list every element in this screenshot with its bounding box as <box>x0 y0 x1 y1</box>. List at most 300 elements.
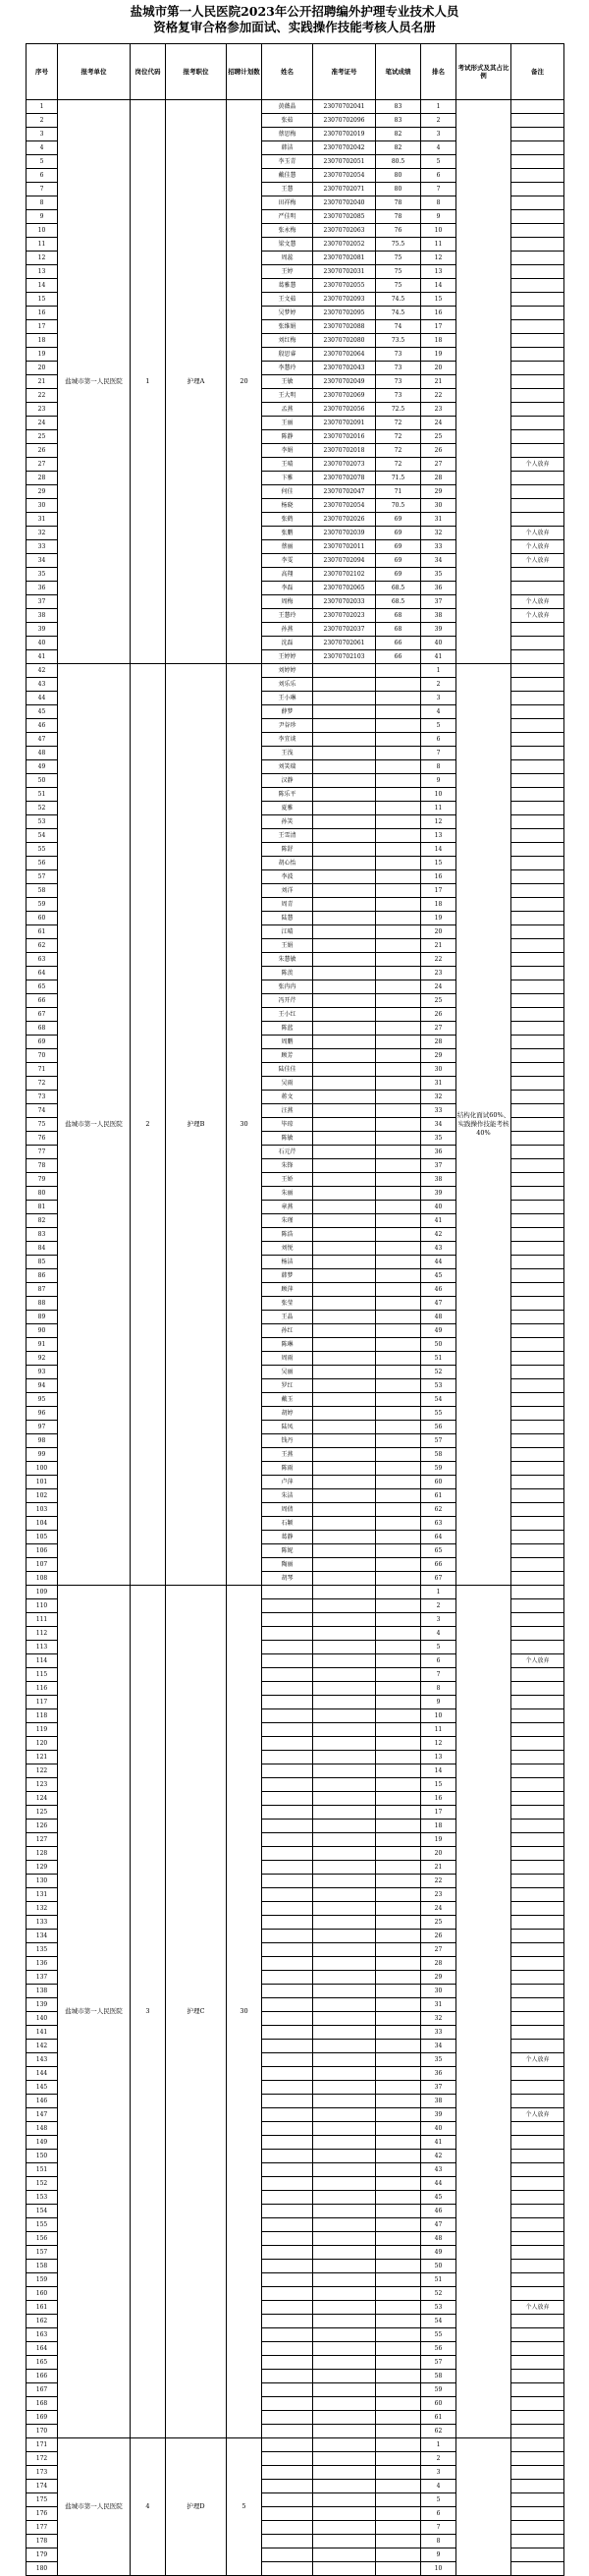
cell-name <box>262 1861 313 1875</box>
cell-seq: 99 <box>27 1448 58 1462</box>
cell-score <box>376 2150 421 2163</box>
cell-exam-number: 23070702052 <box>313 238 376 252</box>
cell-exam-number <box>313 1572 376 1586</box>
cell-remark <box>511 2026 564 2040</box>
cell-score <box>376 1668 421 1682</box>
cell-score <box>376 1709 421 1723</box>
cell-exam-number <box>313 1352 376 1366</box>
cell-rank: 6 <box>421 169 456 183</box>
cell-rank: 36 <box>421 1146 456 1159</box>
cell-rank: 29 <box>421 1971 456 1985</box>
cell-remark <box>511 912 564 925</box>
cell-rank: 27 <box>421 458 456 472</box>
cell-exam-number <box>313 774 376 788</box>
cell-exam-number <box>313 1338 376 1352</box>
cell-name <box>262 2535 313 2548</box>
cell-seq: 49 <box>27 760 58 774</box>
cell-remark <box>511 238 564 252</box>
cell-score <box>376 1091 421 1104</box>
cell-score: 80.5 <box>376 155 421 169</box>
cell-score <box>376 1627 421 1641</box>
cell-exam-number <box>313 2081 376 2095</box>
cell-score: 82 <box>376 128 421 141</box>
cell-remark <box>511 1421 564 1434</box>
cell-seq: 90 <box>27 1324 58 1338</box>
cell-seq: 19 <box>27 348 58 362</box>
cell-rank: 36 <box>421 2067 456 2081</box>
cell-name <box>262 1985 313 1998</box>
cell-rank: 14 <box>421 279 456 293</box>
cell-exam-number <box>313 1723 376 1737</box>
column-header: 排名 <box>421 44 456 100</box>
cell-remark <box>511 678 564 692</box>
cell-rank: 42 <box>421 1228 456 1242</box>
cell-score <box>376 1008 421 1022</box>
cell-score <box>376 843 421 857</box>
cell-name <box>262 1806 313 1820</box>
cell-rank: 9 <box>421 774 456 788</box>
cell-seq: 71 <box>27 1063 58 1077</box>
cell-remark <box>511 1709 564 1723</box>
cell-exam-number <box>313 1888 376 1902</box>
cell-remark <box>511 1049 564 1063</box>
cell-rank: 30 <box>421 499 456 513</box>
cell-name: 葛静 <box>262 1531 313 1544</box>
cell-name: 李慧玲 <box>262 362 313 375</box>
cell-seq: 28 <box>27 472 58 485</box>
cell-rank: 59 <box>421 1462 456 1476</box>
cell-remark <box>511 582 564 595</box>
cell-seq: 43 <box>27 678 58 692</box>
cell-seq: 126 <box>27 1820 58 1833</box>
cell-score <box>376 774 421 788</box>
cell-exam-number <box>313 1036 376 1049</box>
cell-name <box>262 1682 313 1696</box>
column-header: 序号 <box>27 44 58 100</box>
cell-seq: 7 <box>27 183 58 196</box>
cell-exam-number <box>313 2521 376 2535</box>
cell-rank: 13 <box>421 265 456 279</box>
cell-rank: 38 <box>421 1173 456 1187</box>
cell-exam-number: 23070702094 <box>313 554 376 568</box>
cell-seq: 51 <box>27 788 58 802</box>
cell-score <box>376 1036 421 1049</box>
cell-score <box>376 2287 421 2301</box>
cell-rank: 15 <box>421 293 456 307</box>
cell-exam-number: 23070702056 <box>313 403 376 417</box>
cell-score <box>376 1146 421 1159</box>
cell-plan: 30 <box>227 664 262 1586</box>
cell-score: 69 <box>376 554 421 568</box>
cell-name: 张鹏 <box>262 527 313 540</box>
cell-score: 80 <box>376 183 421 196</box>
cell-code: 2 <box>131 664 166 1586</box>
cell-remark <box>511 293 564 307</box>
cell-rank: 58 <box>421 1448 456 1462</box>
cell-score <box>376 1407 421 1421</box>
cell-score <box>376 1778 421 1792</box>
cell-seq: 18 <box>27 334 58 348</box>
cell-remark <box>511 1902 564 1916</box>
cell-exam-number <box>313 1902 376 1916</box>
cell-name <box>262 2480 313 2493</box>
cell-score <box>376 2040 421 2053</box>
column-header: 笔试成绩 <box>376 44 421 100</box>
cell-name <box>262 2507 313 2521</box>
cell-score: 75 <box>376 265 421 279</box>
cell-remark <box>511 1242 564 1256</box>
cell-rank: 2 <box>421 678 456 692</box>
cell-seq: 60 <box>27 912 58 925</box>
cell-exam-number <box>313 1201 376 1214</box>
cell-remark <box>511 1214 564 1228</box>
cell-seq: 80 <box>27 1187 58 1201</box>
cell-remark <box>511 568 564 582</box>
cell-seq: 81 <box>27 1201 58 1214</box>
cell-score: 72 <box>376 417 421 430</box>
cell-name: 陈羡 <box>262 967 313 980</box>
cell-exam-number <box>313 2246 376 2260</box>
cell-remark <box>511 2328 564 2342</box>
cell-seq: 25 <box>27 430 58 444</box>
cell-remark <box>511 637 564 650</box>
cell-remark <box>511 1503 564 1517</box>
cell-score <box>376 2328 421 2342</box>
cell-name: 薛梦 <box>262 705 313 719</box>
cell-name: 陈雨 <box>262 1462 313 1476</box>
cell-exam-number <box>313 815 376 829</box>
cell-exam-number <box>313 1503 376 1517</box>
cell-exam-number <box>313 2191 376 2205</box>
cell-score: 71 <box>376 485 421 499</box>
cell-name <box>262 1709 313 1723</box>
cell-exam-number: 23070702064 <box>313 348 376 362</box>
column-header: 准考证号 <box>313 44 376 100</box>
cell-remark <box>511 1077 564 1091</box>
cell-name: 李波 <box>262 870 313 884</box>
cell-rank: 63 <box>421 1517 456 1531</box>
cell-rank: 53 <box>421 2301 456 2315</box>
cell-rank: 43 <box>421 2163 456 2177</box>
cell-remark <box>511 623 564 637</box>
cell-exam-number: 23070702088 <box>313 320 376 334</box>
cell-name: 王丽 <box>262 417 313 430</box>
cell-score <box>376 898 421 912</box>
cell-remark <box>511 430 564 444</box>
cell-remark <box>511 2150 564 2163</box>
cell-remark <box>511 1407 564 1421</box>
cell-name: 陆慧 <box>262 912 313 925</box>
cell-score <box>376 1641 421 1654</box>
cell-exam-number <box>313 1764 376 1778</box>
cell-seq: 157 <box>27 2246 58 2260</box>
cell-remark <box>511 2273 564 2287</box>
cell-exam-number: 23070702043 <box>313 362 376 375</box>
cell-seq: 142 <box>27 2040 58 2053</box>
cell-exam-number <box>313 2232 376 2246</box>
cell-rank: 8 <box>421 196 456 210</box>
cell-remark <box>511 403 564 417</box>
cell-rank: 19 <box>421 348 456 362</box>
cell-exam-number <box>313 1379 376 1393</box>
cell-remark <box>511 1572 564 1586</box>
cell-seq: 144 <box>27 2067 58 2081</box>
cell-exam-number <box>313 1022 376 1036</box>
cell-score <box>376 1751 421 1764</box>
cell-remark <box>511 1201 564 1214</box>
cell-seq: 61 <box>27 925 58 939</box>
cell-exam-number <box>313 733 376 747</box>
cell-score <box>376 2356 421 2370</box>
cell-name: 朱丽 <box>262 1187 313 1201</box>
cell-score <box>376 747 421 760</box>
cell-rank: 17 <box>421 320 456 334</box>
cell-rank: 49 <box>421 2246 456 2260</box>
cell-exam-number: 23070702069 <box>313 389 376 403</box>
cell-rank: 43 <box>421 1242 456 1256</box>
cell-seq: 72 <box>27 1077 58 1091</box>
cell-seq: 171 <box>27 2438 58 2452</box>
cell-name: 陈敏 <box>262 1132 313 1146</box>
cell-name: 李娟 <box>262 444 313 458</box>
cell-exam-number <box>313 1448 376 1462</box>
cell-score <box>376 1462 421 1476</box>
cell-exam-number <box>313 925 376 939</box>
cell-exam-number <box>313 994 376 1008</box>
cell-name <box>262 1599 313 1613</box>
cell-rank: 32 <box>421 527 456 540</box>
cell-seq: 139 <box>27 1998 58 2012</box>
cell-seq: 85 <box>27 1256 58 1269</box>
cell-rank: 28 <box>421 1957 456 1971</box>
cell-rank: 64 <box>421 1531 456 1544</box>
cell-exam-number: 23070702061 <box>313 637 376 650</box>
cell-rank: 27 <box>421 1943 456 1957</box>
cell-rank: 13 <box>421 1751 456 1764</box>
cell-exam-number: 23070702039 <box>313 527 376 540</box>
cell-rank: 15 <box>421 857 456 870</box>
cell-seq: 125 <box>27 1806 58 1820</box>
cell-seq: 135 <box>27 1943 58 1957</box>
cell-name: 陈妮 <box>262 1544 313 1558</box>
cell-seq: 176 <box>27 2507 58 2521</box>
cell-exam-number <box>313 1599 376 1613</box>
cell-exam-number <box>313 2122 376 2136</box>
cell-name: 王晶 <box>262 1311 313 1324</box>
cell-rank: 36 <box>421 582 456 595</box>
cell-exam-number <box>313 1132 376 1146</box>
cell-name: 王慧 <box>262 183 313 196</box>
cell-seq: 151 <box>27 2163 58 2177</box>
column-header: 备注 <box>511 44 564 100</box>
cell-score <box>376 733 421 747</box>
cell-exam-number <box>313 1544 376 1558</box>
cell-exam-number <box>313 1366 376 1379</box>
cell-rank: 10 <box>421 224 456 238</box>
cell-name <box>262 1641 313 1654</box>
cell-exam-number: 23070702081 <box>313 252 376 265</box>
cell-score <box>376 1242 421 1256</box>
cell-remark <box>511 2163 564 2177</box>
cell-exam-number <box>313 1118 376 1132</box>
cell-rank: 39 <box>421 623 456 637</box>
cell-rank: 2 <box>421 114 456 128</box>
cell-score <box>376 1998 421 2012</box>
cell-remark <box>511 252 564 265</box>
cell-name: 江晴 <box>262 925 313 939</box>
cell-position: 护理A <box>166 100 227 664</box>
cell-remark <box>511 1544 564 1558</box>
cell-exam-number <box>313 2136 376 2150</box>
cell-exam-number: 23070702023 <box>313 609 376 623</box>
cell-name: 葛雅慧 <box>262 279 313 293</box>
cell-remark <box>511 1916 564 1930</box>
cell-name <box>262 2438 313 2452</box>
cell-rank: 40 <box>421 1201 456 1214</box>
cell-name: 张冉冉 <box>262 980 313 994</box>
cell-name <box>262 2260 313 2273</box>
cell-score: 68.5 <box>376 582 421 595</box>
cell-name: 尹谷珍 <box>262 719 313 733</box>
cell-remark <box>511 925 564 939</box>
cell-remark <box>511 1269 564 1283</box>
cell-score <box>376 1476 421 1489</box>
cell-rank: 25 <box>421 430 456 444</box>
cell-seq: 83 <box>27 1228 58 1242</box>
cell-name: 陈琳 <box>262 1338 313 1352</box>
cell-exam-number <box>313 2466 376 2480</box>
cell-seq: 65 <box>27 980 58 994</box>
cell-seq: 156 <box>27 2232 58 2246</box>
cell-score <box>376 2081 421 2095</box>
cell-score: 69 <box>376 540 421 554</box>
column-header: 姓名 <box>262 44 313 100</box>
cell-seq: 141 <box>27 2026 58 2040</box>
cell-remark <box>511 2067 564 2081</box>
cell-rank: 54 <box>421 1393 456 1407</box>
cell-seq: 97 <box>27 1421 58 1434</box>
cell-seq: 173 <box>27 2466 58 2480</box>
cell-seq: 120 <box>27 1737 58 1751</box>
cell-position: 护理B <box>166 664 227 1586</box>
cell-exam-number <box>313 1916 376 1930</box>
cell-remark <box>511 2246 564 2260</box>
cell-seq: 38 <box>27 609 58 623</box>
cell-name: 李宜谈 <box>262 733 313 747</box>
cell-seq: 148 <box>27 2122 58 2136</box>
cell-rank: 67 <box>421 1572 456 1586</box>
cell-seq: 145 <box>27 2081 58 2095</box>
cell-seq: 169 <box>27 2411 58 2425</box>
cell-seq: 178 <box>27 2535 58 2548</box>
cell-rank: 18 <box>421 1820 456 1833</box>
cell-score <box>376 925 421 939</box>
cell-remark <box>511 1311 564 1324</box>
cell-name <box>262 1696 313 1709</box>
cell-name: 孟燕 <box>262 403 313 417</box>
cell-name <box>262 1998 313 2012</box>
cell-name <box>262 2136 313 2150</box>
cell-rank: 1 <box>421 2438 456 2452</box>
cell-rank: 4 <box>421 2480 456 2493</box>
cell-exam-number <box>313 1998 376 2012</box>
cell-rank: 1 <box>421 664 456 678</box>
cell-name: 刘笑瑞 <box>262 760 313 774</box>
cell-name <box>262 2150 313 2163</box>
cell-remark <box>511 1434 564 1448</box>
cell-rank: 16 <box>421 870 456 884</box>
cell-exam-number <box>313 1517 376 1531</box>
cell-exam-number <box>313 760 376 774</box>
cell-name: 刘悦 <box>262 1242 313 1256</box>
cell-name: 周梅 <box>262 595 313 609</box>
cell-exam-number <box>313 884 376 898</box>
cell-score <box>376 1132 421 1146</box>
cell-score <box>376 2012 421 2026</box>
cell-score <box>376 2067 421 2081</box>
cell-exam-number <box>313 1641 376 1654</box>
cell-seq: 4 <box>27 141 58 155</box>
cell-name <box>262 2273 313 2287</box>
cell-name <box>262 2397 313 2411</box>
cell-seq: 123 <box>27 1778 58 1792</box>
cell-exam-number <box>313 1462 376 1476</box>
cell-remark <box>511 1324 564 1338</box>
cell-seq: 89 <box>27 1311 58 1324</box>
cell-exam-number <box>313 2287 376 2301</box>
document-title-line1: 盐城市第一人民医院2023年公开招聘编外护理专业技术人员 <box>130 4 459 19</box>
cell-rank: 7 <box>421 1668 456 1682</box>
cell-score <box>376 1489 421 1503</box>
cell-rank: 50 <box>421 1338 456 1352</box>
cell-exam-number: 23070702040 <box>313 196 376 210</box>
cell-score <box>376 788 421 802</box>
cell-remark <box>511 733 564 747</box>
cell-score <box>376 2562 421 2576</box>
cell-exam-form: 结构化面试60%、实践操作技能考核40% <box>456 664 511 1586</box>
cell-name <box>262 2548 313 2562</box>
cell-remark <box>511 2397 564 2411</box>
cell-seq: 154 <box>27 2205 58 2218</box>
cell-remark <box>511 1118 564 1132</box>
cell-rank: 16 <box>421 1792 456 1806</box>
cell-exam-number <box>313 1283 376 1297</box>
table-row <box>27 664 564 678</box>
cell-rank: 60 <box>421 1476 456 1489</box>
cell-score <box>376 2301 421 2315</box>
cell-rank: 25 <box>421 1916 456 1930</box>
cell-seq: 35 <box>27 568 58 582</box>
cell-name: 韩洁 <box>262 141 313 155</box>
cell-exam-number: 23070702019 <box>313 128 376 141</box>
cell-seq: 54 <box>27 829 58 843</box>
cell-seq: 34 <box>27 554 58 568</box>
cell-score <box>376 1338 421 1352</box>
cell-seq: 53 <box>27 815 58 829</box>
cell-seq: 13 <box>27 265 58 279</box>
cell-score <box>376 2218 421 2232</box>
cell-exam-number <box>313 898 376 912</box>
cell-seq: 174 <box>27 2480 58 2493</box>
cell-seq: 84 <box>27 1242 58 1256</box>
cell-score <box>376 1531 421 1544</box>
cell-score: 68 <box>376 609 421 623</box>
cell-seq: 149 <box>27 2136 58 2150</box>
cell-seq: 20 <box>27 362 58 375</box>
cell-seq: 78 <box>27 1159 58 1173</box>
cell-score: 71.5 <box>376 472 421 485</box>
cell-remark <box>511 1063 564 1077</box>
